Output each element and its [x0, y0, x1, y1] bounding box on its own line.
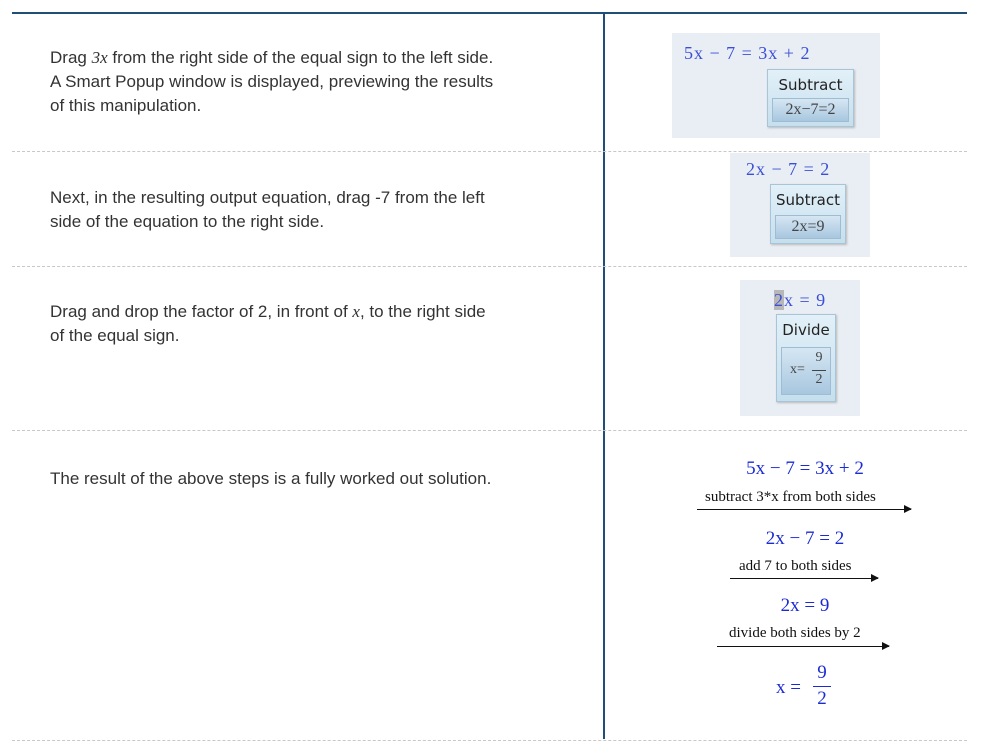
- solution-arrow-3: [717, 646, 889, 647]
- subtract-option[interactable]: Subtract: [778, 76, 843, 94]
- step-1-description: [50, 46, 570, 118]
- step-2-equation: 2x − 7 = 2: [746, 159, 831, 179]
- step-2-description: [50, 186, 570, 234]
- step-1-text-cont: from the right side of the equal sign to the left side.: [107, 48, 494, 67]
- solution-equation-1: 5x − 7 = 3x + 2: [746, 458, 864, 479]
- factor-highlight[interactable]: 2: [774, 290, 784, 310]
- step-3-panel: [740, 280, 860, 416]
- popup-result-numerator: 9: [815, 350, 823, 365]
- solution-arrow-1: [697, 509, 911, 510]
- step-3-equation: [774, 290, 826, 311]
- step-4-description: [50, 467, 570, 491]
- solution-arrow-2: [730, 578, 878, 579]
- step-4-text-line1: The result of the above steps is a fully worked out solution.: [50, 469, 492, 488]
- popup-fraction-bar: [812, 370, 826, 371]
- step-1-equation: 5x − 7 = 3x + 2: [684, 43, 811, 63]
- step-3-description: [50, 300, 570, 348]
- step-3-smart-popup[interactable]: [776, 314, 836, 402]
- step-1-text-line2: A Smart Popup window is displayed, previewing the results: [50, 72, 494, 91]
- step-1-smart-popup[interactable]: [767, 69, 854, 127]
- solution-final-numerator: 9: [817, 662, 827, 683]
- step-1-text: Drag: [50, 48, 92, 67]
- solution-note-1: subtract 3*x from both sides: [705, 489, 876, 505]
- solution-final-denominator: 2: [817, 688, 827, 709]
- solution-note-2: add 7 to both sides: [739, 558, 852, 574]
- popup-result-lhs: x=: [790, 362, 805, 377]
- solution-equation-3: 2x = 9: [780, 595, 830, 616]
- step-3-text: Drag and drop the factor of 2, in front of: [50, 302, 353, 321]
- step-2-popup-result[interactable]: 2x=9: [775, 215, 841, 239]
- solution-final-lhs: x =: [776, 677, 801, 698]
- solution-equation-2: 2x − 7 = 2: [765, 528, 845, 549]
- step-1-text-line3: of this manipulation.: [50, 96, 202, 115]
- row-divider-3: [12, 430, 967, 431]
- step-1-panel: [672, 33, 880, 138]
- row-divider-4: [12, 740, 967, 741]
- row-divider-1: [12, 151, 967, 152]
- step-3-equation-rest: x = 9: [784, 290, 827, 310]
- step-3-popup-result[interactable]: [781, 347, 831, 395]
- column-divider: [603, 12, 605, 739]
- step-1-popup-result[interactable]: 2x−7=2: [772, 98, 849, 122]
- divide-option[interactable]: Divide: [782, 321, 830, 339]
- step-3-variable: x: [352, 302, 360, 321]
- step-1-variable: 3x: [91, 48, 108, 67]
- step-3-text-line2: of the equal sign.: [50, 326, 180, 345]
- subtract-option[interactable]: Subtract: [776, 191, 840, 209]
- table-top-border: [12, 12, 967, 14]
- step-2-text-line2: side of the equation to the right side.: [50, 212, 325, 231]
- step-2-text-line1: Next, in the resulting output equation, drag -7 from the left: [50, 188, 485, 207]
- solution-fraction-bar: [813, 686, 831, 687]
- step-2-panel: [730, 153, 870, 257]
- row-divider-2: [12, 266, 967, 267]
- step-3-text-cont: , to the right side: [359, 302, 486, 321]
- step-2-smart-popup[interactable]: [770, 184, 846, 244]
- popup-result-denominator: 2: [815, 372, 823, 387]
- solution-note-3: divide both sides by 2: [729, 625, 861, 641]
